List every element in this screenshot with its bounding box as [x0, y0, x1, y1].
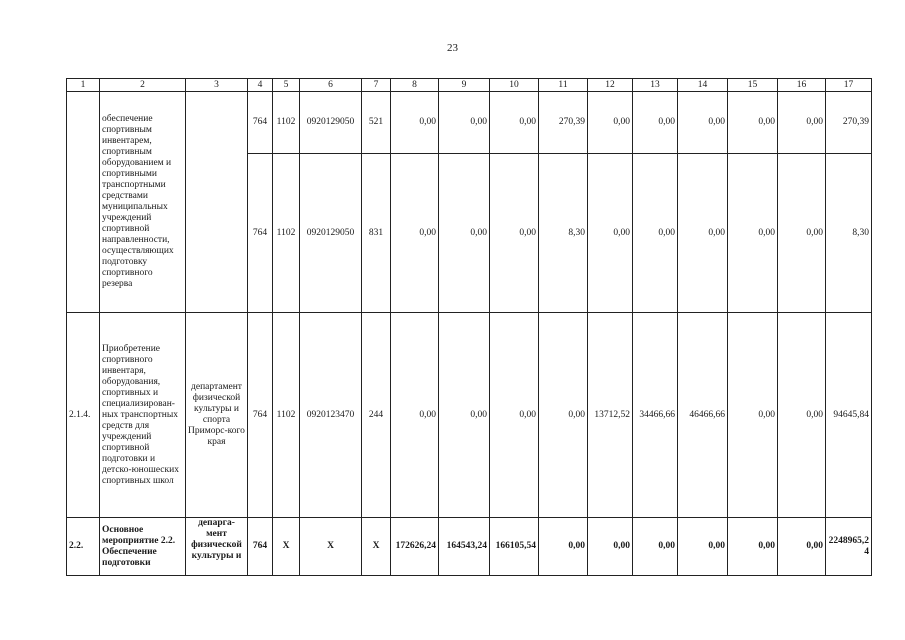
- table-cell: 0,00: [490, 92, 539, 154]
- responsible-cell: депарга-мент физической культуры и: [186, 518, 248, 576]
- budget-table: [66, 78, 872, 576]
- table-cell: 2248965,24: [826, 518, 872, 576]
- responsible-cell: департамент физической культуры и спорта Приморс-кого края: [186, 313, 248, 518]
- table-row: [67, 92, 872, 154]
- header-cell: 12: [588, 79, 633, 92]
- table-cell: 0,00: [778, 154, 826, 313]
- table-cell: 0,00: [728, 92, 778, 154]
- header-cell: 7: [362, 79, 391, 92]
- header-cell: 16: [778, 79, 826, 92]
- header-cell: 10: [490, 79, 539, 92]
- table-cell: 270,39: [826, 92, 872, 154]
- table-cell: 0,00: [778, 92, 826, 154]
- description-cell: обеспечение спортивным инвентарем, спортивным оборудованием и спортивными транспортными средствами муниципальных учреждений спортивной направленности, осуществляющих подготовку спортивного резерва: [100, 92, 186, 313]
- table-cell: 0,00: [678, 154, 728, 313]
- row-index-cell: 2.2.: [67, 518, 100, 576]
- table-cell: 764: [248, 92, 273, 154]
- header-cell: 6: [300, 79, 362, 92]
- table-cell: X: [300, 518, 362, 576]
- header-cell: 3: [186, 79, 248, 92]
- table-cell: 0,00: [439, 313, 490, 518]
- table-cell: 34466,66: [633, 313, 678, 518]
- table-cell: 13712,52: [588, 313, 633, 518]
- table-cell: 521: [362, 92, 391, 154]
- table-cell: 1102: [273, 154, 300, 313]
- table-cell: 0,00: [728, 518, 778, 576]
- table-cell: 0,00: [728, 154, 778, 313]
- table-cell: X: [273, 518, 300, 576]
- table-cell: 0,00: [633, 518, 678, 576]
- table-cell: 0920123470: [300, 313, 362, 518]
- table-cell: 764: [248, 313, 273, 518]
- table-cell: 0,00: [439, 154, 490, 313]
- table-cell: 172626,24: [391, 518, 439, 576]
- table-cell: 0,00: [539, 313, 588, 518]
- description-cell: Приобретение спортивного инвентаря, оборудования, спортивных и специализирован-ных транспортных средств для учреждений спортивной подготовки и детско-юношеских спортивных школ: [100, 313, 186, 518]
- table-cell: 8,30: [539, 154, 588, 313]
- table-cell: 0,00: [539, 518, 588, 576]
- responsible-cell: [186, 92, 248, 313]
- table-cell: 0,00: [588, 92, 633, 154]
- header-cell: 13: [633, 79, 678, 92]
- header-row: [67, 79, 872, 92]
- header-cell: 1: [67, 79, 100, 92]
- header-cell: 8: [391, 79, 439, 92]
- table-cell: 0,00: [439, 92, 490, 154]
- table-cell: 0,00: [391, 313, 439, 518]
- table-cell: 0,00: [728, 313, 778, 518]
- header-cell: 11: [539, 79, 588, 92]
- table-cell: 164543,24: [439, 518, 490, 576]
- description-cell: Основное мероприятие 2.2. Обеспечение подготовки: [100, 518, 186, 576]
- table-cell: 764: [248, 518, 273, 576]
- table-cell: 0,00: [490, 154, 539, 313]
- table-cell: 764: [248, 154, 273, 313]
- table-cell: 0,00: [588, 154, 633, 313]
- table-cell: 0,00: [490, 313, 539, 518]
- page-number: 23: [447, 42, 458, 54]
- table-cell: 0,00: [778, 518, 826, 576]
- table-cell: 1102: [273, 313, 300, 518]
- header-cell: 9: [439, 79, 490, 92]
- header-cell: 14: [678, 79, 728, 92]
- table-cell: 0920129050: [300, 92, 362, 154]
- table-cell: 0,00: [633, 154, 678, 313]
- table-cell: 270,39: [539, 92, 588, 154]
- header-cell: 17: [826, 79, 872, 92]
- table-cell: 0,00: [678, 92, 728, 154]
- table-cell: 1102: [273, 92, 300, 154]
- table-cell: 0920129050: [300, 154, 362, 313]
- table-cell: 46466,66: [678, 313, 728, 518]
- header-cell: 2: [100, 79, 186, 92]
- table-cell: 8,30: [826, 154, 872, 313]
- row-index-cell: 2.1.4.: [67, 313, 100, 518]
- table-cell: 0,00: [678, 518, 728, 576]
- table-row: [67, 518, 872, 576]
- table-cell: 244: [362, 313, 391, 518]
- table-cell: 0,00: [633, 92, 678, 154]
- header-cell: 4: [248, 79, 273, 92]
- table-cell: X: [362, 518, 391, 576]
- table-row: [67, 313, 872, 518]
- table-cell: 0,00: [391, 92, 439, 154]
- row-index-cell: [67, 92, 100, 313]
- header-cell: 15: [728, 79, 778, 92]
- table-cell: 94645,84: [826, 313, 872, 518]
- header-cell: 5: [273, 79, 300, 92]
- table-cell: 0,00: [588, 518, 633, 576]
- table-cell: 0,00: [391, 154, 439, 313]
- table-cell: 166105,54: [490, 518, 539, 576]
- table-cell: 0,00: [778, 313, 826, 518]
- table-cell: 831: [362, 154, 391, 313]
